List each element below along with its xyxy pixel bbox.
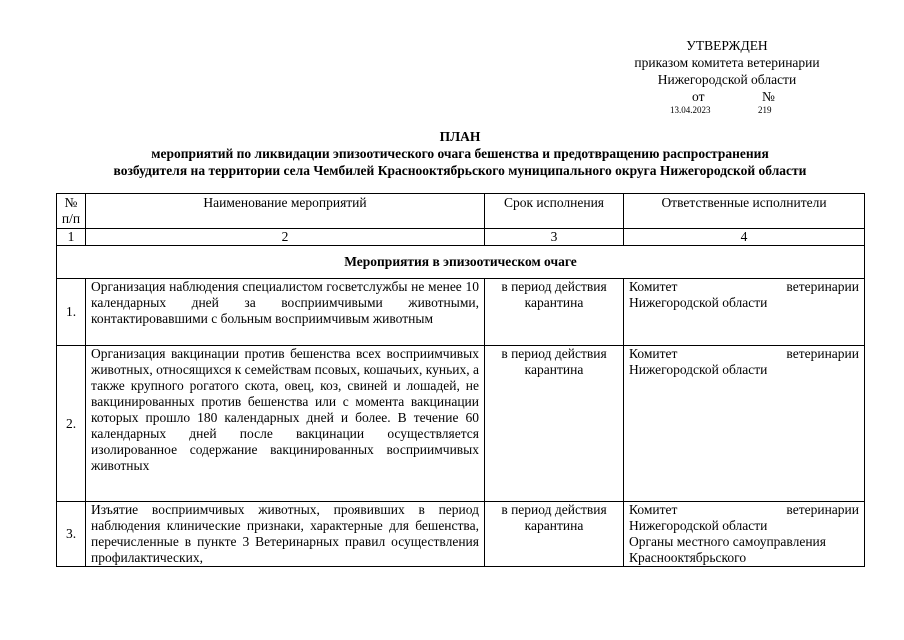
approval-from-label: от [692,89,705,104]
row-number: 3. [57,502,86,567]
plan-heading [40,128,880,179]
responsible-line: Нижегородской области [629,362,768,377]
responsible-line: Краснооктябрьского [629,550,747,565]
table-row [57,279,865,346]
plan-title: ПЛАН [439,129,481,144]
column-number: 2 [86,229,485,246]
approval-line-1: приказом комитета ветеринарии [634,55,820,70]
row-activity: Организация вакцинации против бешенства всех восприимчивых животных, относящихся к семействам псовых, кошачьих, куньих, а также крупного рогатого скота, овец, коз, свиней и лошадей, не вакцинированных против бешенства или с момента вакцинации которых прошло 180 календарных дней и более. В течение 60 календарных дней после вакцинации осуществляется изолированное содержание вакцинированных восприимчивых животных [86,346,485,502]
header-num: № п/п [57,194,86,229]
column-number: 1 [57,229,86,246]
row-term: в период действия карантина [485,346,624,502]
approval-number-label: № [762,89,775,104]
responsible-word: ветеринарии [786,502,859,517]
approval-date: 13.04.2023 [670,105,711,115]
row-term: в период действия карантина [485,279,624,346]
row-activity: Изъятие восприимчивых животных, проявивших в период наблюдения клинические признаки, характерные для бешенства, перечисленные в пункте 3 Ветеринарных правил осуществления профилактических, [86,502,485,567]
approval-title: УТВЕРЖДЕН [686,38,768,53]
header-name: Наименование мероприятий [86,194,485,229]
table-row [57,502,865,567]
row-responsible [624,279,865,346]
header-responsible: Ответственные исполнители [624,194,865,229]
row-responsible [624,502,865,567]
approval-number: 219 [758,105,772,115]
plan-subtitle-line-1: мероприятий по ликвидации эпизоотического очага бешенства и предотвращению распространения [151,146,769,161]
row-number: 2. [57,346,86,502]
column-numbers-row [57,229,865,246]
row-term: в период действия карантина [485,502,624,567]
responsible-word: Комитет [629,279,678,294]
column-number: 3 [485,229,624,246]
table-header-row [57,194,865,229]
approval-stamp [612,37,842,118]
responsible-line: Нижегородской области [629,518,768,533]
responsible-word: ветеринарии [786,346,859,361]
responsible-line: Органы местного самоуправления [629,534,826,549]
approval-line-2: Нижегородской области [657,72,797,87]
row-number: 1. [57,279,86,346]
table-row [57,346,865,502]
header-term: Срок исполнения [485,194,624,229]
row-responsible [624,346,865,502]
plan-table [56,193,865,567]
responsible-word: Комитет [629,346,678,361]
plan-subtitle-line-2: возбудителя на территории села Чембилей Краснооктябрьского муниципального округа Нижегородской области [113,163,807,178]
responsible-word: ветеринарии [786,279,859,294]
section-row [57,246,865,279]
row-activity: Организация наблюдения специалистом госветслужбы не менее 10 календарных дней за восприимчивыми животными, контактировавшими с больным восприимчивым животным [86,279,485,346]
responsible-line: Нижегородской области [629,295,768,310]
column-number: 4 [624,229,865,246]
section-title: Мероприятия в эпизоотическом очаге [57,246,865,279]
responsible-word: Комитет [629,502,678,517]
